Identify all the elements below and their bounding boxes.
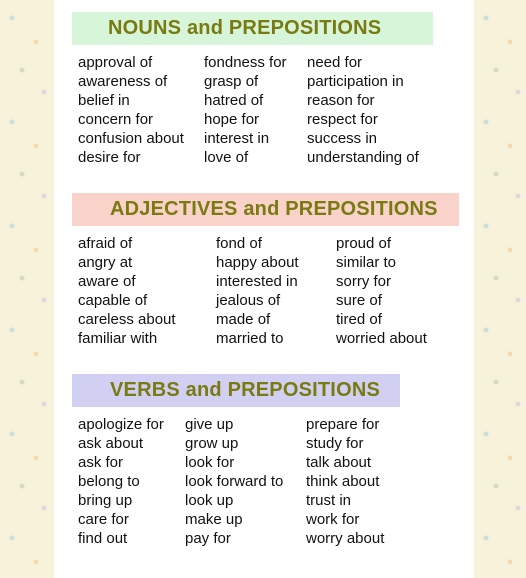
- phrase-item: grasp of: [204, 73, 259, 90]
- adjectives-heading: ADJECTIVES and PREPOSITIONS: [72, 193, 459, 226]
- phrase-item: interest in: [204, 130, 270, 147]
- nouns-column-1: [78, 53, 184, 167]
- adjectives-column-3: [336, 234, 427, 348]
- phrase-item: respect for: [307, 111, 378, 128]
- phrase-item: prepare for: [306, 416, 380, 433]
- nouns-column-3: [307, 53, 419, 167]
- verbs-column-1: [78, 415, 164, 548]
- phrase-item: think about: [306, 473, 380, 490]
- phrase-item: approval of: [78, 54, 153, 71]
- decorative-border-right: [474, 0, 526, 578]
- phrase-item: pay for: [185, 530, 231, 547]
- phrase-item: need for: [307, 54, 363, 71]
- phrase-item: jealous of: [216, 292, 281, 309]
- phrase-item: fondness for: [204, 54, 287, 71]
- phrase-item: awareness of: [78, 73, 168, 90]
- verbs-column-2: [185, 415, 283, 548]
- phrase-item: capable of: [78, 292, 148, 309]
- adjectives-column-2: [216, 234, 299, 348]
- phrase-item: worry about: [306, 530, 385, 547]
- phrase-item: hope for: [204, 111, 260, 128]
- phrase-item: happy about: [216, 254, 299, 271]
- verbs-heading: VERBS and PREPOSITIONS: [72, 374, 400, 407]
- phrase-item: confusion about: [78, 130, 184, 147]
- nouns-heading: NOUNS and PREPOSITIONS: [72, 12, 433, 45]
- phrase-item: belief in: [78, 92, 130, 109]
- phrase-item: similar to: [336, 254, 397, 271]
- phrase-item: trust in: [306, 492, 352, 509]
- phrase-item: sure of: [336, 292, 382, 309]
- phrase-item: careless about: [78, 311, 176, 328]
- phrase-item: participation in: [307, 73, 404, 90]
- phrase-item: care for: [78, 511, 129, 528]
- phrase-item: made of: [216, 311, 271, 328]
- phrase-item: concern for: [78, 111, 154, 128]
- phrase-item: look for: [185, 454, 235, 471]
- phrase-item: afraid of: [78, 235, 133, 252]
- phrase-item: sorry for: [336, 273, 392, 290]
- phrase-item: understanding of: [307, 149, 419, 166]
- nouns-column-2: [204, 53, 287, 167]
- phrase-item: look forward to: [185, 473, 284, 490]
- phrase-item: reason for: [307, 92, 375, 109]
- phrase-item: aware of: [78, 273, 136, 290]
- phrase-item: interested in: [216, 273, 298, 290]
- phrase-item: study for: [306, 435, 364, 452]
- phrase-item: work for: [306, 511, 360, 528]
- phrase-item: worried about: [336, 330, 427, 347]
- phrase-item: ask for: [78, 454, 124, 471]
- phrase-item: bring up: [78, 492, 133, 509]
- phrase-item: make up: [185, 511, 243, 528]
- phrase-item: desire for: [78, 149, 141, 166]
- phrase-item: fond of: [216, 235, 262, 252]
- phrase-item: married to: [216, 330, 284, 347]
- phrase-item: love of: [204, 149, 249, 166]
- phrase-item: talk about: [306, 454, 372, 471]
- phrase-item: angry at: [78, 254, 133, 271]
- adjectives-column-1: [78, 234, 176, 348]
- phrase-item: success in: [307, 130, 378, 147]
- phrase-item: apologize for: [78, 416, 164, 433]
- verbs-column-3: [306, 415, 384, 548]
- phrase-item: familiar with: [78, 330, 158, 347]
- decorative-border-left: [0, 0, 54, 578]
- phrase-item: give up: [185, 416, 234, 433]
- phrase-item: proud of: [336, 235, 392, 252]
- phrase-item: look up: [185, 492, 234, 509]
- phrase-item: grow up: [185, 435, 239, 452]
- phrase-item: tired of: [336, 311, 382, 328]
- phrase-item: ask about: [78, 435, 144, 452]
- phrase-item: find out: [78, 530, 128, 547]
- phrase-item: belong to: [78, 473, 140, 490]
- phrase-item: hatred of: [204, 92, 264, 109]
